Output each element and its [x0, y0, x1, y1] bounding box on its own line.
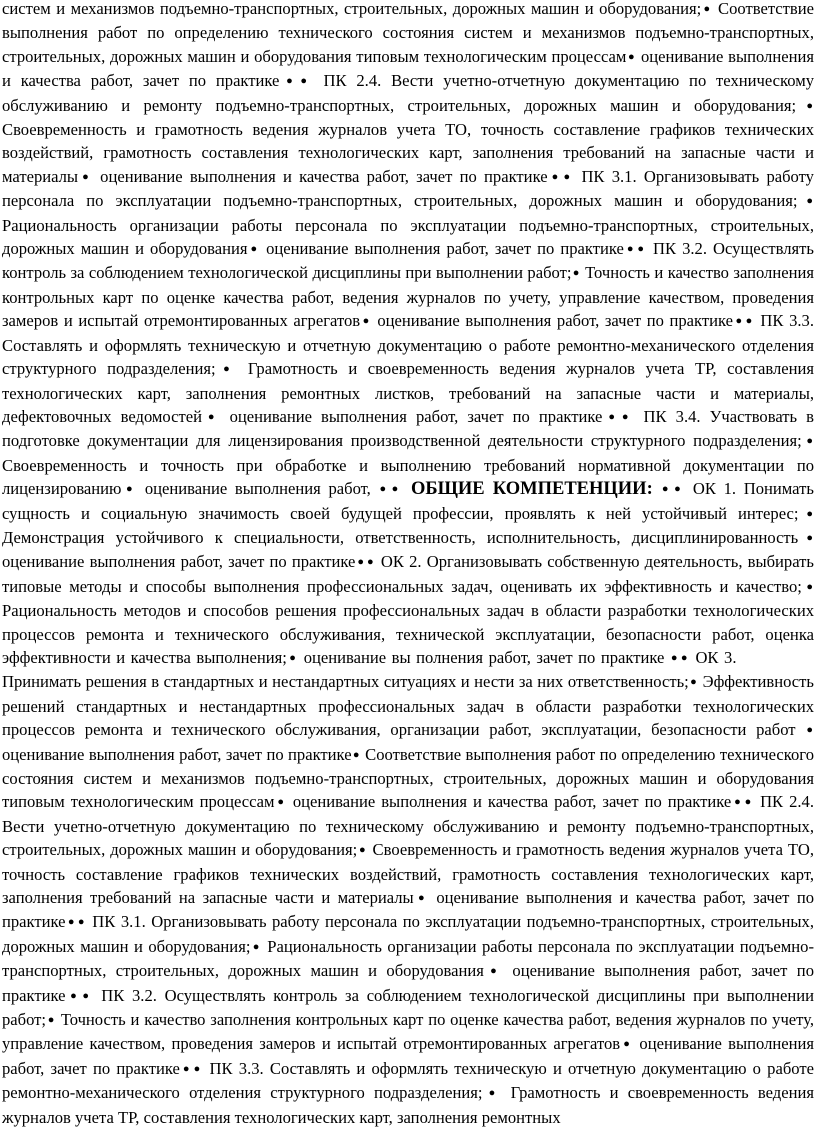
text-run: оценивание выполнения работ, зачет по практике: [260, 239, 624, 259]
bullet-icon: [624, 239, 636, 258]
text-run: ПК 3.2. Осуществлять контроль за соблюдением технологической дисциплины при выполнении работ;: [2, 239, 814, 283]
text-run: ОК 3.: [689, 647, 742, 667]
text-run: оценивание выполнения работ,: [137, 479, 379, 499]
bullet-icon: [193, 1059, 204, 1078]
document-body: [2, 0, 814, 1129]
bullet-icon: [745, 311, 755, 330]
bullet-icon: [78, 167, 93, 186]
bullet-icon: [626, 47, 636, 66]
text-run: Эффективность решений стандартных и нестандартных профессиональных задач в области разработки технологических процессов ремонта и технического обслуживания, организации работ, эксплуатации, безопасности работ: [2, 672, 814, 740]
bullet-icon: [366, 552, 376, 571]
text-run: Своевременность и грамотность ведения журналов учета ТО, точность составление графиков технических воздействий, грамотность составления технологических карт, заполнения требований на запасные части и материалы: [2, 840, 814, 908]
text-run: ПК 2.4. Вести учетно-отчетную документацию по техническому обслуживанию и ремонту подъемно-транспортных, строительных, дорожных машин и оборудования;: [2, 71, 814, 115]
text-run: оценивание выполнения работ, зачет по практике: [220, 406, 603, 426]
bullet-icon: [250, 937, 261, 956]
bullet-icon: [202, 407, 220, 426]
bullet-icon: [287, 648, 298, 667]
bullet-icon: [352, 745, 361, 764]
bullet-icon: [355, 552, 366, 571]
text-run: ПК 3.3. Составлять и оформлять техническую и отчетную документацию о работе ремонтно-механического отделения структурного подразделения;: [2, 311, 814, 379]
bullet-icon: [66, 912, 77, 931]
text-run: ОК 2. Организовывать собственную деятельность, выбирать типовые методы и способы выполнения профессиональных задач, оценивать их эффективность и качество;: [2, 552, 814, 596]
text-run: ПК 3.4. Участвовать в подготовке документации для лицензирования производственной деятельности структурного подразделения;: [2, 406, 814, 451]
bullet-icon: [391, 479, 403, 498]
bullet-icon: [802, 577, 814, 596]
bullet-icon: [670, 648, 680, 667]
text-run: Своевременность и точность при обработке и выполнению требований нормативной документации по лицензированию: [2, 455, 814, 499]
bullet-icon: [661, 479, 673, 498]
bullet-icon: [180, 1059, 193, 1078]
text-run: Грамотность и своевременность ведения журналов учета ТР, составления технологических карт, заполнения ремонтных листков, требований на запасные части и материалы, дефектовочных ведомостей: [2, 359, 814, 426]
bullet-icon: [357, 840, 367, 859]
text-run: оценивание выполнения работ, зачет по практике: [2, 961, 814, 1005]
text-run: оценивание выполнения и качества работ, зачет по практике: [286, 792, 732, 812]
bullet-icon: [798, 504, 814, 523]
text-run: ПК 3.2. Осуществлять контроль за соблюдением технологической дисциплины при выполнении работ;: [2, 985, 814, 1030]
text-run: оценивание выполнения работ, зачет по практике: [2, 744, 352, 764]
text-run: Рациональность организации работы персонала по эксплуатации подъемно-транспортных, строительных, дорожных машин и оборудования: [2, 215, 814, 259]
text-run: Грамотность и своевременность ведения журналов учета ТР, составления технологических карт, заполнения ремонтных: [2, 1083, 814, 1127]
text-run: Точность и качество заполнения контрольных карт по оценке качества работ, ведения журналов по учету, управление качеством, проведения замеров и испытай отремонтированных агрегатов: [2, 263, 814, 331]
text-run: оценивание выполнения и качества работ, зачет по практике: [92, 166, 548, 186]
bullet-icon: [66, 986, 82, 1005]
bullet-icon: [701, 0, 712, 18]
bullet-icon: [378, 479, 390, 498]
bullet-icon: [46, 1010, 56, 1029]
section-heading: ОБЩИЕ КОМПЕТЕНЦИИ:: [402, 479, 661, 500]
bullet-icon: [279, 71, 299, 90]
bullet-icon: [275, 792, 287, 811]
text-run: оценивание выполнения работ, зачет по практике: [2, 1034, 814, 1078]
bullet-icon: [731, 792, 743, 811]
text-run: Демонстрация устойчивого к специальности, ответственность, исполнительность, дисциплинированность: [2, 527, 799, 547]
bullet-icon: [797, 191, 814, 210]
bullet-icon: [636, 239, 647, 258]
text-run: Соответствие выполнения работ по определению технического состояния систем и механизмов подъемно-транспортных, строительных, дорожных машин и оборудования типовым технологическим процессам: [2, 0, 814, 66]
text-run: ПК 3.3. Составлять и оформлять техническую и отчетную документацию о работе ремонтно-механического отделения структурного подразделения;: [2, 1058, 814, 1103]
text-run: ПК 3.1. Организовывать работу персонала по эксплуатации подъемно-транспортных, строительных, дорожных машин и оборудования;: [2, 166, 814, 211]
bullet-icon: [360, 311, 372, 330]
bullet-icon: [483, 1083, 502, 1102]
text-run: оценивание выполнения работ, зачет по практике: [2, 552, 356, 572]
bullet-icon: [562, 167, 574, 186]
bullet-icon: [602, 407, 620, 426]
bullet-icon: [299, 71, 313, 90]
bullet-icon: [680, 648, 690, 667]
bullet-icon: [414, 888, 429, 907]
text-run: оценивание вы полнения работ, зачет по практике: [298, 647, 670, 667]
bullet-icon: [744, 792, 754, 811]
bullet-icon: [571, 263, 580, 282]
text-run: оценивание выполнения и качества работ, зачет по практике: [2, 888, 814, 932]
bullet-icon: [689, 672, 698, 691]
text-run: Своевременность и грамотность ведения журналов учета ТО, точность составление графиков технических воздействий, грамотность составления технологических карт, заполнения требований на запасные части и материалы: [2, 120, 814, 186]
bullet-icon: [121, 479, 137, 498]
bullet-icon: [548, 167, 563, 186]
bullet-icon: [621, 407, 635, 426]
text-run: ПК 3.1. Организовывать работу персонала по эксплуатации подъемно-транспортных, строительных, дорожных машин и оборудования;: [2, 912, 814, 956]
text-run: систем и механизмов подъемно-транспортных, строительных, дорожных машин и оборудования;: [2, 0, 702, 18]
text-run: Соответствие выполнения работ по определению технического состояния систем и механизмов подъемно-транспортных, строительных, дорожных машин и оборудования типовым технологическим процессам: [2, 744, 814, 812]
text-run: ПК 2.4. Вести учетно-отчетную документацию по техническому обслуживанию и ремонту подъемно-транспортных, строительных, дорожных машин и оборудования;: [2, 792, 814, 860]
bullet-icon: [733, 311, 745, 330]
bullet-icon: [673, 479, 685, 498]
bullet-icon: [216, 359, 238, 378]
text-run: Рациональность методов и способов решения профессиональных задач в области разработки технологических процессов ремонта и технического обслуживания, технической эксплуатации, безопасности работ, оценка эффективности и качества выполнения;: [2, 601, 814, 667]
bullet-icon: [77, 912, 87, 931]
text-run: оценивание выполнения и качества работ, зачет по практике: [2, 46, 814, 91]
bullet-icon: [798, 528, 814, 547]
bullet-icon: [796, 96, 814, 115]
text-run: Точность и качество заполнения контрольных карт по оценке качества работ, ведения журналов по учету, управление качеством, проведения замеров и испытай отремонтированных агрегатов: [2, 1010, 814, 1054]
bullet-icon: [484, 961, 503, 980]
bullet-icon: [802, 431, 814, 450]
bullet-icon: [805, 720, 814, 739]
bullet-icon: [620, 1034, 633, 1053]
text-run: Принимать решения в стандартных и нестандартных ситуациях и нести за них ответственность;: [2, 672, 689, 692]
text-run: оценивание выполнения работ, зачет по практике: [371, 311, 734, 331]
text-run: ОК 1. Понимать сущность и социальную значимость своей будущей профессии, проявлять к ней устойчивый интерес;: [2, 479, 814, 523]
bullet-icon: [81, 986, 93, 1005]
bullet-icon: [248, 239, 260, 258]
text-run: Рациональность организации работы персонала по эксплуатации подъемно-транспортных, строительных, дорожных машин и оборудования: [2, 936, 814, 981]
